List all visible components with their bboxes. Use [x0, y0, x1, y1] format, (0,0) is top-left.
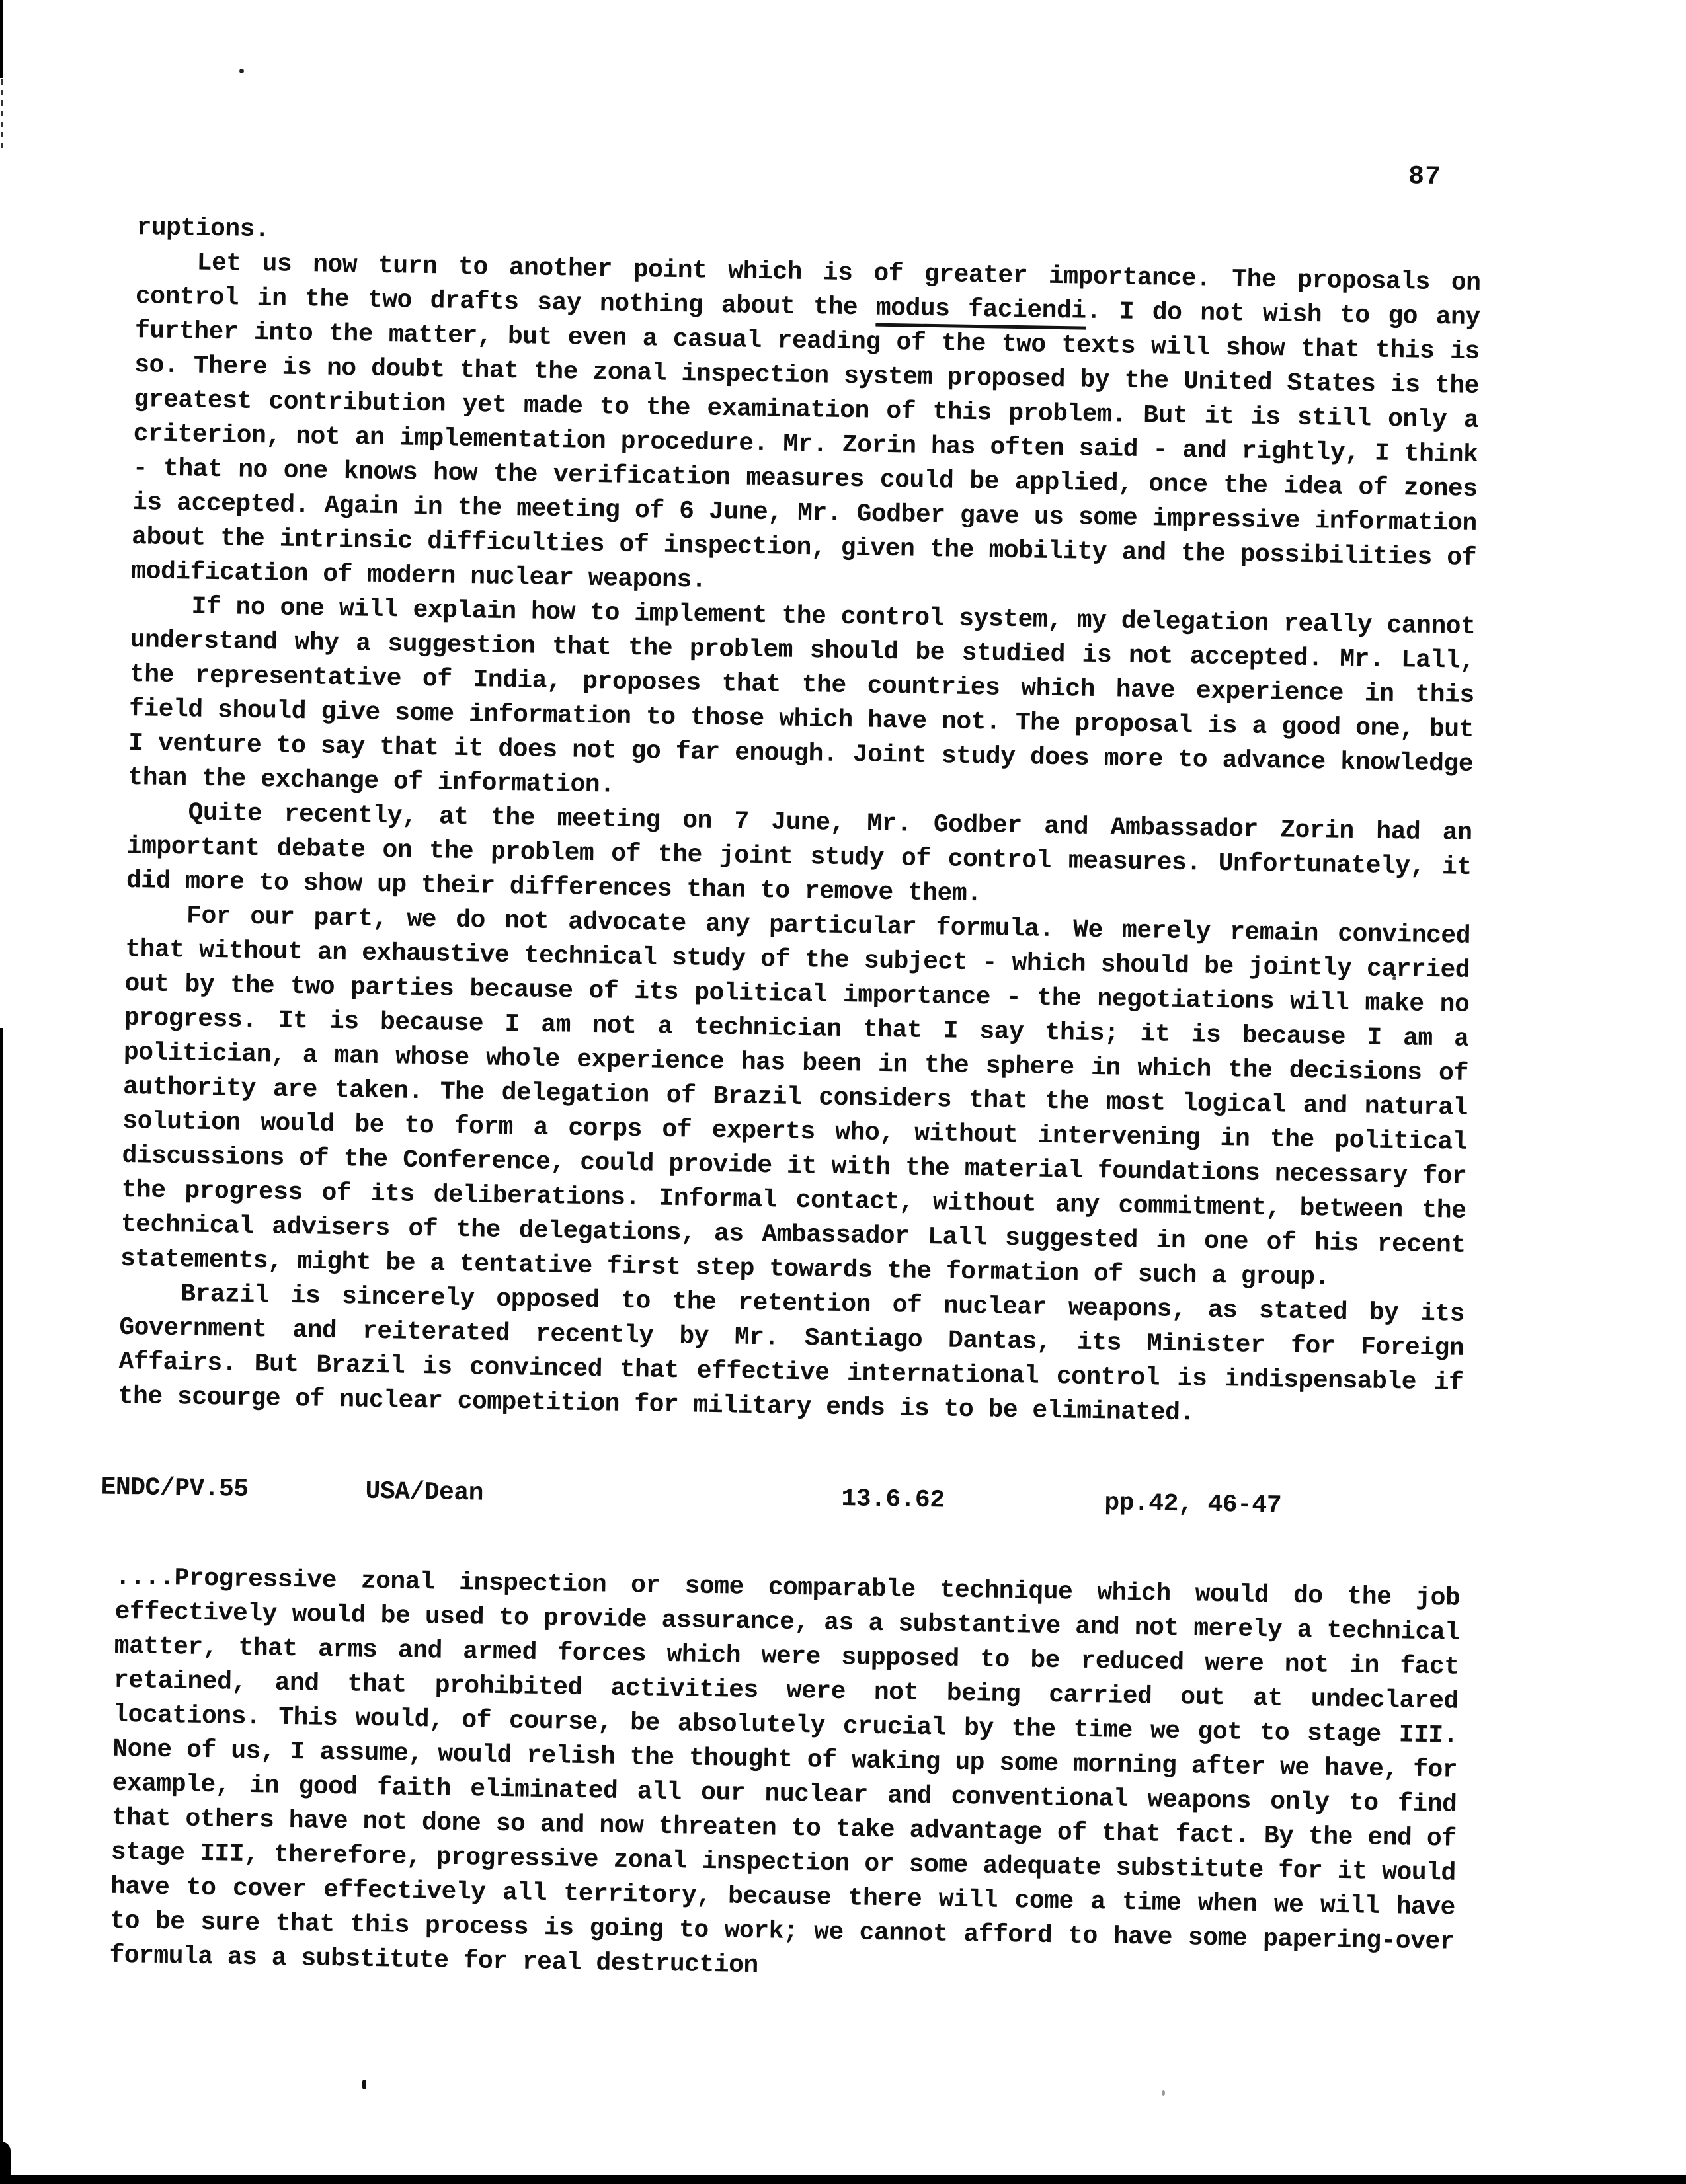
paragraph-3: Quite recently, at the meeting on 7 June, Mr. Godber and Ambassador Zorin had an important debate on the problem of the joint study of control measures. Unfortunately, it did more to show up their differences than to remove them.	[126, 799, 1472, 909]
paragraph-1-text-after: . I do not wish to go any further into the matter, but even a casual reading of the two texts will show that this is so. There is no doubt that the zonal inspection system proposed by the United States is the greatest contribution yet made to the examination of this problem. But it is still only a criterion, not an implementation procedure. Mr. Zorin has often said - and rightly, I think - that no one knows how the verification measures could be applied, once the idea of zones is accepted. Again in the meeting of 6 June, Mr. Godber gave us some impressive information about the intrinsic difficulties of inspection, given the mobility and the possibilities of modification of modern nuclear weapons.	[131, 297, 1480, 595]
citation-speaker: USA/Dean	[365, 1477, 484, 1508]
scan-edge-left-dashes	[1, 79, 3, 153]
paragraph-2: If no one will explain how to implement the control system, my delegation really cannot understand why a suggestion that the problem should be studied is not accepted. Mr. Lall, the representative of India, proposes that the countries which have experience in this field should give some information to those which have not. The proposal is a good one, but I venture to say that it does not go far enough. Joint study does more to advance knowledge than the exchange of information.	[128, 592, 1476, 800]
paragraph-5: Brazil is sincerely opposed to the retention of nuclear weapons, as stated by its Government and reiterated recently by Mr. Santiago Dantas, its Minister for Foreign Affairs. But Brazil is convinced that effective international control is indispensable if the scourge of nuclear competition for military ends is to be eliminated.	[118, 1280, 1465, 1428]
paragraph-1	[131, 245, 1481, 610]
citation-doc-ref: ENDC/PV.55	[100, 1473, 249, 1504]
paragraph-4: For our part, we do not advocate any particular formula. We merely remain convinced that without an exhaustive technical study of the subject - which should be jointly carried out by the two parties because of its political importance - the negotiations will make no progress. It is because I am not a technician that I say this; it is because I am a politician, a man whose whole experience has been in the sphere in which the decisions of authority are taken. The delegation of Brazil considers that the most logical and natural solution would be to form a corps of experts who, without intervening in the political discussions of the Conference, could provide it with the material foundations necessary for the progress of its deliberations. Informal contact, without any commitment, between the technical advisers of the delegations, as Ambassador Lall suggested in one of his recent statements, might be a tentative first step towards the formation of such a group.	[120, 902, 1471, 1292]
citation-date: 13.6.62	[841, 1485, 945, 1515]
paragraph-1-text-before: Let us now turn to another point which is of greater importance. The proposals on control in the two drafts say nothing about the	[135, 249, 1481, 323]
underlined-phrase-modus-faciendi: modus faciendi	[875, 294, 1086, 330]
citation-line	[100, 1471, 1462, 1526]
scan-edge-left-top	[0, 0, 3, 78]
text-column	[100, 211, 1482, 1994]
continuation-fragment: ruptions.	[136, 214, 270, 245]
page-number: 87	[1408, 162, 1442, 193]
excerpt-paragraph: ....Progressive zonal inspection or some comparable technique which would do the job effectively would be used to provide assurance, as a substantive and not merely a technical matter, that arms and armed forces which were supposed to be reduced were not in fact retained, and that prohibited activities were not being carried out at undeclared locations. This would, of course, be absolutely crucial by the time we got to stage III. None of us, I assume, would relish the thought of waking up some morning after we have, for example, in good faith eliminated all our nuclear and conventional weapons only to find that others have not done so and now threaten to take advantage of that fact. By the end of stage III, therefore, progressive zonal inspection or some adequate substitute for it would have to cover effectively all territory, because there will come a time when we will have to be sure that this process is going to work; we cannot afford to have some papering-over formula as a substitute for real destruction	[109, 1563, 1461, 1980]
citation-page-range: pp.42, 46-47	[1104, 1489, 1282, 1520]
